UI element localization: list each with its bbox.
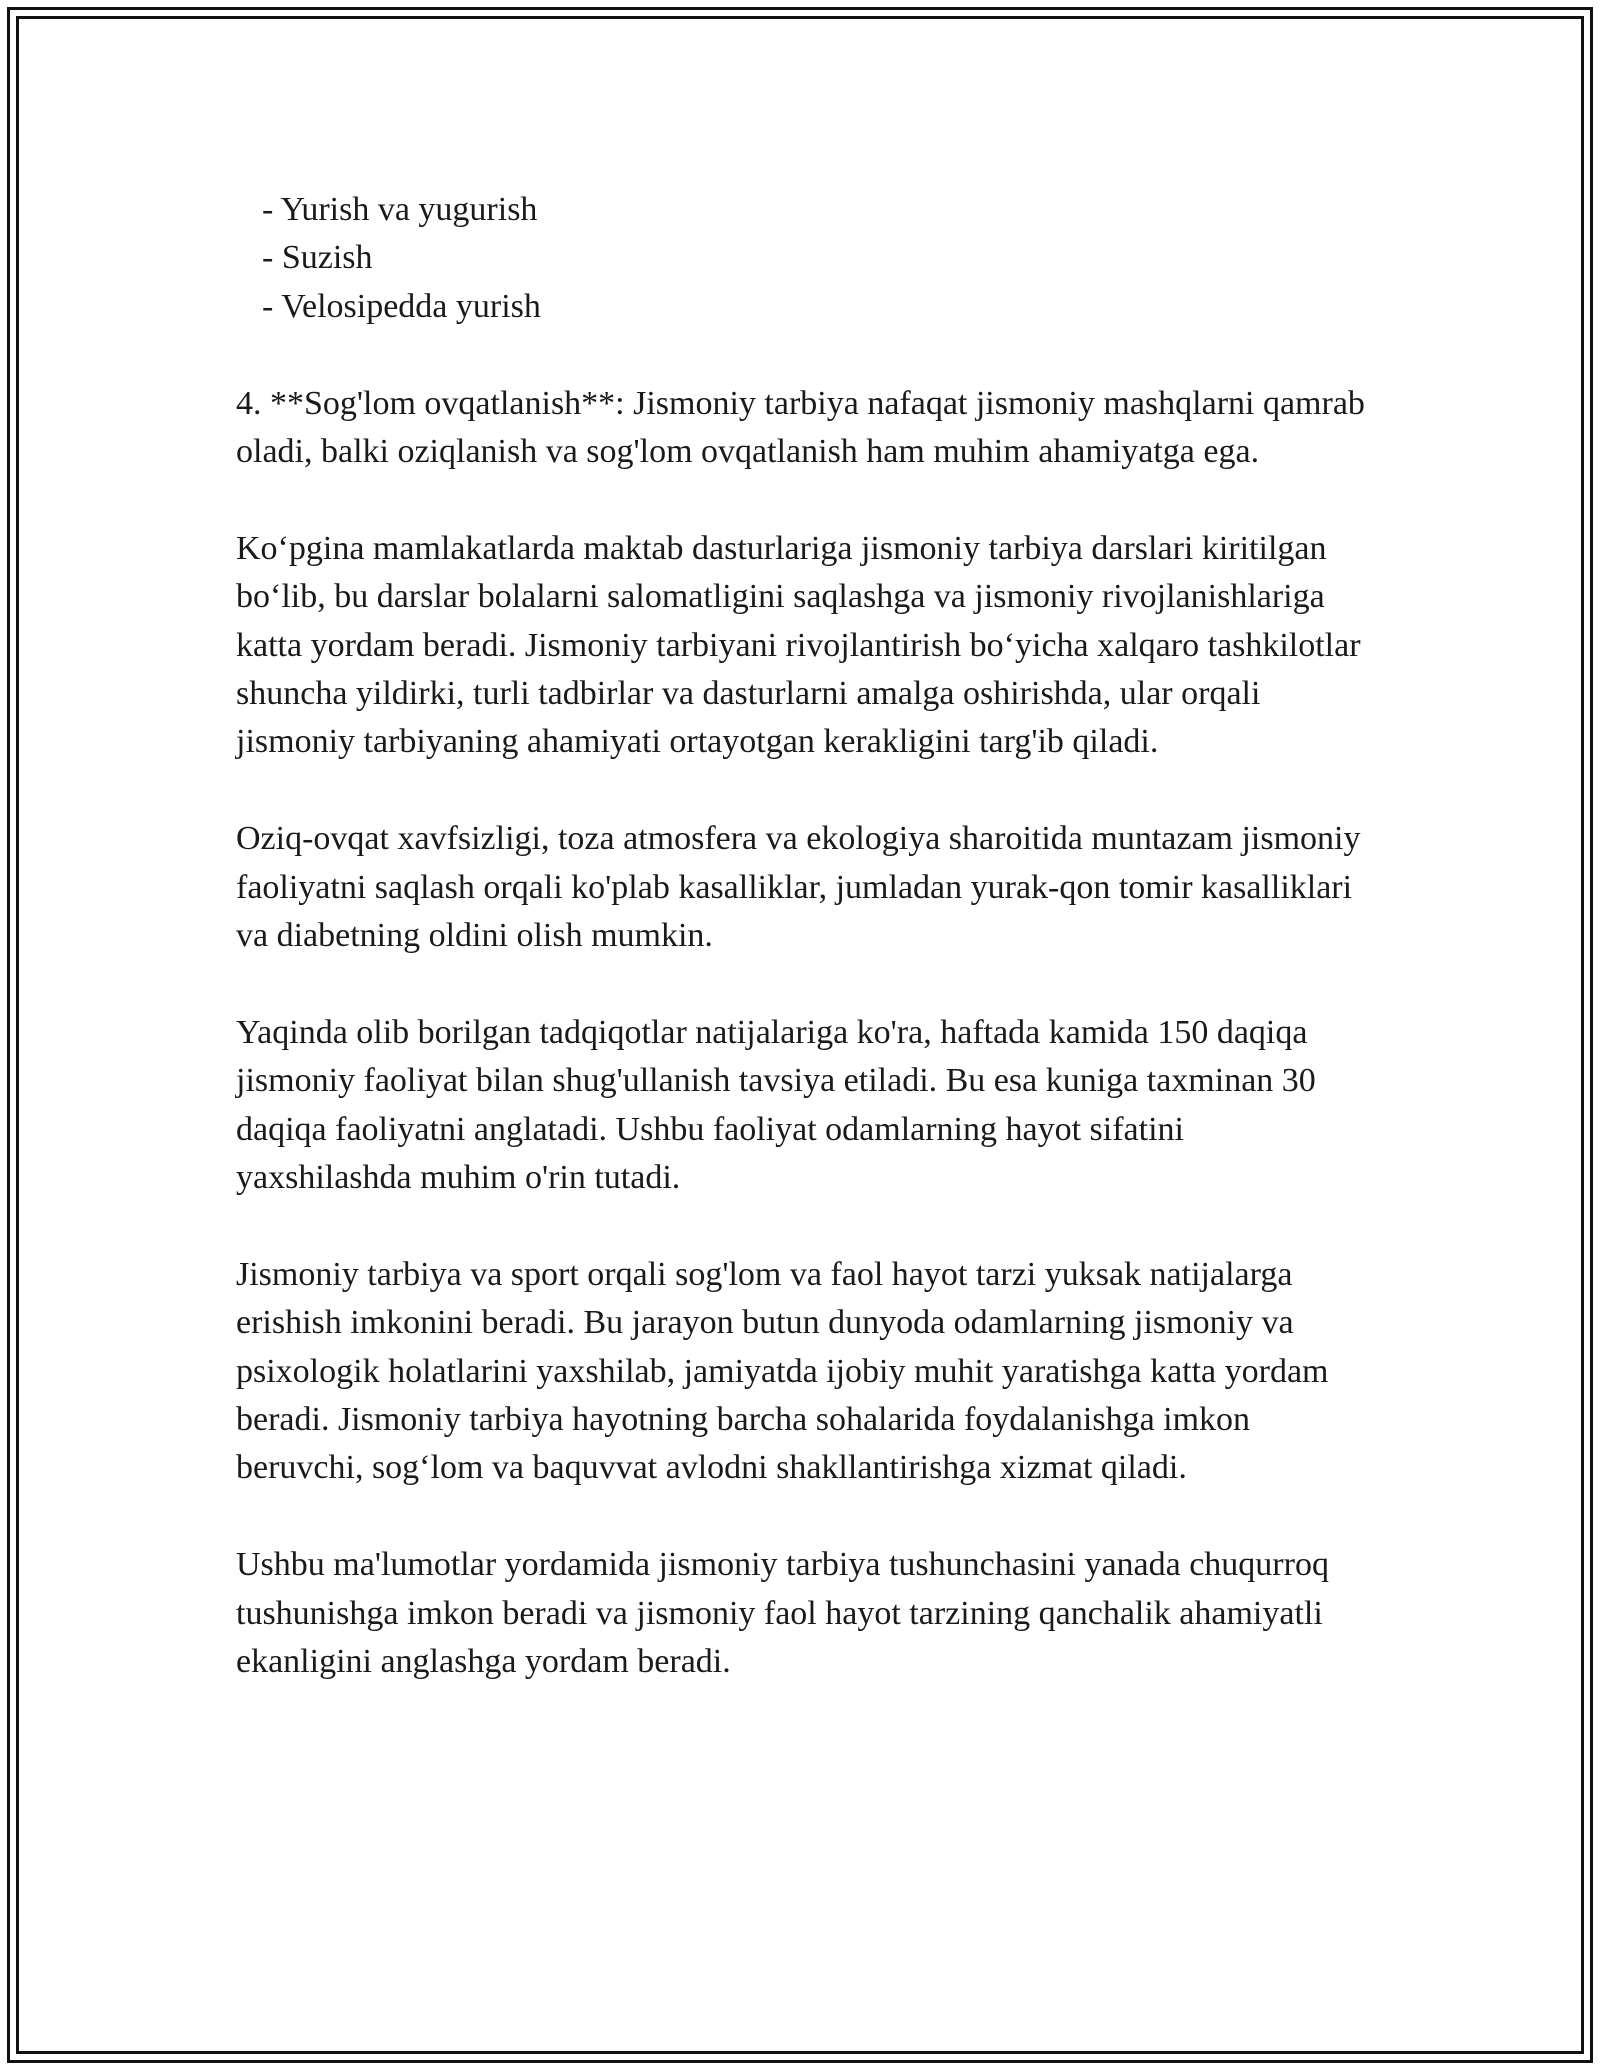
paragraph-disease-prevention: Oziq-ovqat xavfsizligi, toza atmosfera va ekologiya sharoitida muntazam jismoniy faoliyatni saqlash orqali ko'plab kasalliklar, jumladan yurak-qon tomir kasalliklari va diabetning oldini olish mumkin. <box>236 820 1361 955</box>
list-item: - Velosipedda yurish <box>262 287 541 325</box>
document-body <box>236 186 1366 1687</box>
paragraph-sport-benefits: Jismoniy tarbiya va sport orqali sog'lom va faol hayot tarzi yuksak natijalarga erishish imkonini beradi. Bu jarayon butun dunyoda odamlarning jismoniy va psixologik holatlarini yaxshilab, jamiyatda ijobiy muhit yaratishga katta yordam beradi. Jismoniy tarbiya hayotning barcha sohalarida foydalanishga imkon beruvchi, sog‘lom va baquvvat avlodni shakllantirishga xizmat qiladi. <box>236 1255 1329 1487</box>
paragraph-school-programs: Ko‘pgina mamlakatlarda maktab dasturlariga jismoniy tarbiya darslari kiritilgan bo‘lib, bu darslar bolalarni salomatligini saqlashga va jismoniy rivojlanishlariga katta yordam beradi. Jismoniy tarbiyani rivojlantirish bo‘yicha xalqaro tashkilotlar shuncha yildirki, turli tadbirlar va dasturlarni amalga oshirishda, ular orqali jismoniy tarbiyaning ahamiyati ortayotgan kerakligini targ'ib qiladi. <box>236 529 1361 761</box>
paragraph-healthy-eating: 4. **Sog'lom ovqatlanish**: Jismoniy tarbiya nafaqat jismoniy mashqlarni qamrab oladi, balki oziqlanish va sog'lom ovqatlanish ham muhim ahamiyatga ega. <box>236 384 1365 471</box>
list-item: - Yurish va yugurish <box>262 191 538 228</box>
activity-list <box>236 186 1366 331</box>
list-item: - Suzish <box>262 239 373 277</box>
paragraph-conclusion: Ushbu ma'lumotlar yordamida jismoniy tarbiya tushunchasini yanada chuqurroq tushunishga imkon beradi va jismoniy faol hayot tarzining qanchalik ahamiyatli ekanligini anglashga yordam beradi. <box>236 1546 1329 1681</box>
paragraph-activity-recommendation: Yaqinda olib borilgan tadqiqotlar natijalariga ko'ra, haftada kamida 150 daqiqa jismoniy faoliyat bilan shug'ullanish tavsiya etiladi. Bu esa kuniga taxminan 30 daqiqa faoliyatni anglatadi. Ushbu faoliyat odamlarning hayot sifatini yaxshilashda muhim o'rin tutadi. <box>236 1013 1316 1197</box>
